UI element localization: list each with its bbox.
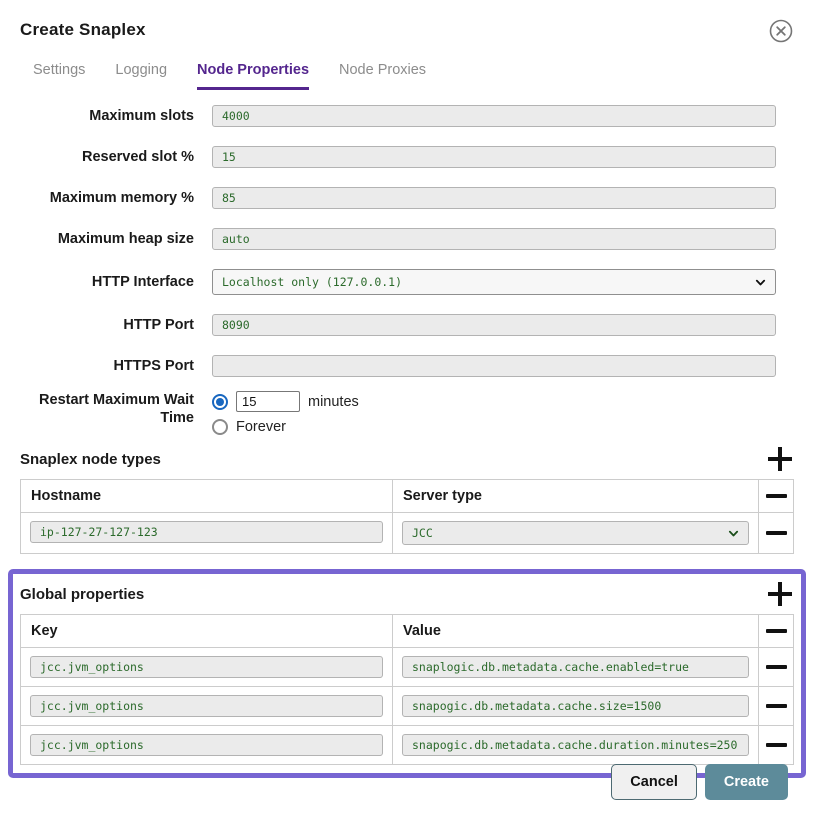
maximum-slots-label: Maximum slots: [89, 107, 194, 124]
remove-row-button[interactable]: [766, 629, 787, 633]
http-port-input[interactable]: [212, 314, 776, 336]
form-row-http-port: [20, 314, 794, 336]
global-properties-header-row: [21, 615, 793, 647]
close-button[interactable]: [768, 18, 794, 44]
chevron-down-icon: [755, 277, 766, 288]
property-key-input[interactable]: [30, 695, 383, 717]
value-column-header: Value: [393, 615, 759, 647]
hostname-column-header: Hostname: [21, 480, 393, 512]
https-port-input[interactable]: [212, 355, 776, 377]
tab-bar: [20, 62, 794, 91]
node-types-section: [20, 447, 794, 554]
dialog-footer: [611, 764, 788, 800]
form-row-restart-wait: [20, 391, 794, 435]
global-properties-header-remove-cell: [759, 615, 793, 647]
maximum-memory-label: Maximum memory %: [49, 189, 194, 206]
cancel-button[interactable]: Cancel: [611, 764, 697, 800]
hostname-input[interactable]: [30, 521, 383, 543]
global-properties-table: [20, 614, 794, 765]
maximum-memory-input[interactable]: [212, 187, 776, 209]
remove-row-button[interactable]: [766, 494, 787, 498]
global-properties-highlight-box: [8, 569, 806, 778]
remove-row-button[interactable]: [766, 665, 787, 669]
server-type-selected-value: JCC: [412, 526, 433, 540]
http-interface-select[interactable]: [212, 269, 776, 295]
property-value-input[interactable]: [402, 734, 749, 756]
remove-row-button[interactable]: [766, 743, 787, 747]
global-property-row: [21, 725, 793, 764]
dialog-title: Create Snaplex: [20, 20, 146, 39]
node-types-header-row: [21, 480, 793, 512]
node-types-title: Snaplex node types: [20, 450, 161, 468]
restart-forever-option: [212, 419, 776, 435]
tab-logging[interactable]: Logging: [115, 62, 168, 78]
minutes-unit-label: minutes: [308, 393, 359, 410]
chevron-down-icon: [728, 528, 739, 539]
node-types-header: [20, 447, 794, 471]
property-key-input[interactable]: [30, 656, 383, 678]
node-type-row-remove-cell: [759, 513, 793, 553]
form-row-reserved-slot: [20, 146, 794, 168]
form-row-maximum-memory: [20, 187, 794, 209]
server-type-column-header: Server type: [393, 480, 759, 512]
global-property-row: [21, 647, 793, 686]
global-property-remove-cell: [759, 726, 793, 764]
restart-wait-label-line1: Restart Maximum Wait: [39, 392, 194, 408]
reserved-slot-label: Reserved slot %: [81, 148, 194, 165]
node-types-header-remove-cell: [759, 480, 793, 512]
tab-settings[interactable]: Settings: [33, 62, 86, 78]
maximum-heap-input[interactable]: [212, 228, 776, 250]
server-type-select[interactable]: [402, 521, 749, 545]
forever-radio[interactable]: [212, 419, 228, 435]
tab-node-proxies[interactable]: Node Proxies: [339, 62, 427, 78]
https-port-label: HTTPS Port: [113, 357, 194, 374]
form-row-https-port: [20, 355, 794, 377]
global-properties-header: [20, 582, 794, 606]
node-properties-form: [20, 105, 794, 435]
restart-minutes-input[interactable]: [236, 391, 300, 412]
close-icon: [768, 18, 794, 44]
remove-row-button[interactable]: [766, 531, 787, 535]
http-interface-selected-value: Localhost only (127.0.0.1): [222, 275, 403, 289]
property-value-input[interactable]: [402, 656, 749, 678]
maximum-heap-label: Maximum heap size: [57, 230, 194, 247]
global-properties-title: Global properties: [20, 585, 145, 603]
reserved-slot-input[interactable]: [212, 146, 776, 168]
remove-row-button[interactable]: [766, 704, 787, 708]
add-global-property-button[interactable]: [768, 582, 792, 606]
add-node-type-button[interactable]: [768, 447, 792, 471]
create-button[interactable]: Create: [705, 764, 788, 800]
http-interface-label: HTTP Interface: [91, 273, 194, 290]
property-key-input[interactable]: [30, 734, 383, 756]
restart-wait-label-line2: Time: [160, 410, 194, 427]
global-property-row: [21, 686, 793, 725]
key-column-header: Key: [21, 615, 393, 647]
form-row-http-interface: [20, 269, 794, 295]
form-row-maximum-heap: [20, 228, 794, 250]
restart-minutes-option: [212, 391, 776, 412]
restart-wait-label: [20, 391, 212, 427]
global-property-remove-cell: [759, 687, 793, 725]
dialog-header: [20, 16, 794, 44]
restart-wait-options: [212, 391, 776, 435]
global-property-remove-cell: [759, 648, 793, 686]
node-types-table: [20, 479, 794, 554]
property-value-input[interactable]: [402, 695, 749, 717]
tab-node-properties[interactable]: Node Properties: [197, 62, 309, 90]
form-row-maximum-slots: [20, 105, 794, 127]
forever-label: Forever: [236, 419, 286, 435]
minutes-radio[interactable]: [212, 394, 228, 410]
maximum-slots-input[interactable]: [212, 105, 776, 127]
node-type-row: [21, 512, 793, 553]
http-port-label: HTTP Port: [123, 316, 194, 333]
